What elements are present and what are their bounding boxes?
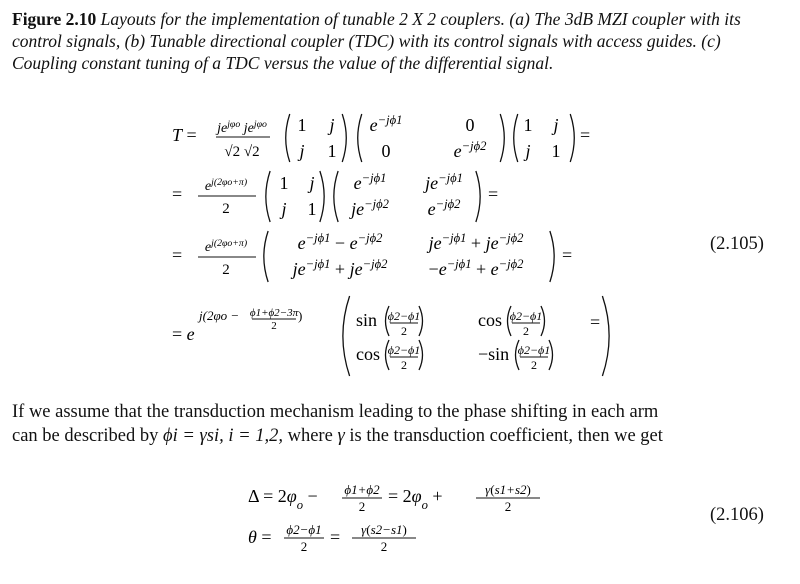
prefactor-denominator: 2: [222, 262, 230, 278]
inline-math-gamma: γ: [337, 426, 345, 446]
trig-fn: cos: [478, 310, 502, 330]
equals: =: [330, 527, 341, 547]
matrix-3-cell: 1: [523, 115, 533, 135]
equals: =: [488, 184, 499, 204]
matrix-phase-cell: 0: [465, 115, 475, 135]
lhs-T: T =: [172, 125, 197, 145]
trig-fn: cos: [356, 344, 380, 364]
matrix-3-cell: $-e^{-j\phi 1} + e^{-j\phi 2}$: [428, 257, 524, 279]
matrix-1-cell: j: [299, 141, 305, 161]
delta-frac-num: ϕ1+ϕ2: [344, 482, 380, 497]
trig-fn: −sin: [478, 344, 510, 364]
trig-fn: sin: [356, 310, 378, 330]
figure-label: Figure 2.10: [12, 9, 97, 29]
matrix-3-cell: $je^{-j\phi 1} + je^{-j\phi 2}$: [292, 257, 388, 279]
delta-frac-den: 2: [358, 499, 366, 514]
delta-mid: = $2\varphi_o$ +: [388, 486, 443, 512]
prefactor-denominator: 2: [222, 201, 230, 217]
trig-fraction-num: ϕ2−ϕ1: [517, 343, 551, 357]
trig-fraction-den: 2: [401, 358, 407, 372]
matrix-2-cell: $je^{-j\phi 2}$: [351, 197, 389, 219]
theta-frac-num: ϕ2−ϕ1: [286, 522, 322, 537]
theta-lhs: θ =: [248, 527, 272, 547]
theta-frac2-den: 2: [380, 539, 388, 554]
equals: =: [562, 245, 573, 265]
paragraph-line-1: If we assume that the transduction mechanism leading to the phase shifting in each arm: [12, 402, 659, 422]
trig-fraction-den: 2: [531, 358, 537, 372]
matrix-2-cell: $e^{-j\phi 2}$: [427, 197, 461, 219]
delta-frac2-den: 2: [504, 499, 512, 514]
exponent-text: j(2φo −: [199, 308, 240, 323]
prefactor-denominator: √2 √2: [224, 144, 260, 160]
matrix-3-cell: j: [525, 141, 531, 161]
matrix-3-cell: 1: [551, 141, 561, 161]
paragraph-text: where: [282, 426, 338, 446]
matrix-1-cell: 1: [327, 141, 337, 161]
trig-fraction-den: 2: [523, 324, 529, 338]
prefactor-numerator: $e^{j(2\varphi o+\pi)}$: [204, 176, 248, 194]
matrix-1-cell: j: [281, 199, 287, 219]
matrix-2-cell: $e^{-j\phi 1}$: [353, 171, 387, 193]
matrix-3-cell: $e^{-j\phi 1} - e^{-j\phi 2}$: [297, 231, 383, 253]
matrix-3-cell: j: [553, 115, 559, 135]
matrix-1-cell: 1: [297, 115, 307, 135]
paragraph-text: is the transduction coefficient, then we get: [344, 426, 663, 446]
prefactor-numerator: $je^{j\varphi o}$ $je^{j\varphi o}$: [217, 118, 267, 136]
trig-fraction-num: ϕ2−ϕ1: [387, 343, 421, 357]
equals: =: [590, 312, 601, 332]
matrix-1-cell: 1: [307, 199, 317, 219]
matrix-3-cell: $je^{-j\phi 1} + je^{-j\phi 2}$: [428, 231, 524, 253]
exponent-close: ): [298, 308, 303, 323]
prefactor-numerator: $e^{j(2\varphi o+\pi)}$: [204, 237, 248, 255]
inline-math-phi: ϕi = γsi, i = 1,2,: [163, 426, 283, 446]
matrix-phase-cell: $e^{-j\phi 1}$: [369, 113, 403, 135]
equals-exp: = e: [172, 324, 195, 344]
figure-caption-text: Layouts for the implementation of tunable 2 X 2 couplers. (a) The 3dB MZI coupler with its control signals, (b) Tunable directional coupler (TDC) with its control signals with access guides. (c) Coupling constant tuning of a TDC versus the value of the differential signal.: [12, 9, 741, 73]
exponent-fraction-num: ϕ1+ϕ2−3π: [249, 307, 299, 319]
equation-number-2-105: (2.105): [710, 234, 764, 254]
theta-frac-den: 2: [300, 539, 308, 554]
delta-frac2-num: γ(s1+s2): [485, 482, 531, 497]
trig-fraction-den: 2: [401, 324, 407, 338]
equals: =: [580, 125, 591, 145]
equation-number-2-106: (2.106): [710, 505, 764, 525]
equals: =: [172, 184, 183, 204]
delta-lhs: $\Delta = 2\varphi_o$ −: [248, 486, 318, 512]
trig-fraction-num: ϕ2−ϕ1: [387, 309, 421, 323]
matrix-phase-cell: $e^{-j\phi 2}$: [453, 139, 487, 161]
theta-frac2-num: γ(s2−s1): [361, 522, 407, 537]
equals: =: [172, 245, 183, 265]
matrix-2-cell: $je^{-j\phi 1}$: [425, 171, 463, 193]
exponent-fraction-den: 2: [271, 320, 277, 332]
matrix-phase-cell: 0: [381, 141, 391, 161]
trig-fraction-num: ϕ2−ϕ1: [509, 309, 543, 323]
matrix-1-cell: j: [329, 115, 335, 135]
matrix-1-cell: 1: [279, 173, 289, 193]
paragraph-text: can be described by: [12, 426, 164, 446]
matrix-1-cell: j: [309, 173, 315, 193]
